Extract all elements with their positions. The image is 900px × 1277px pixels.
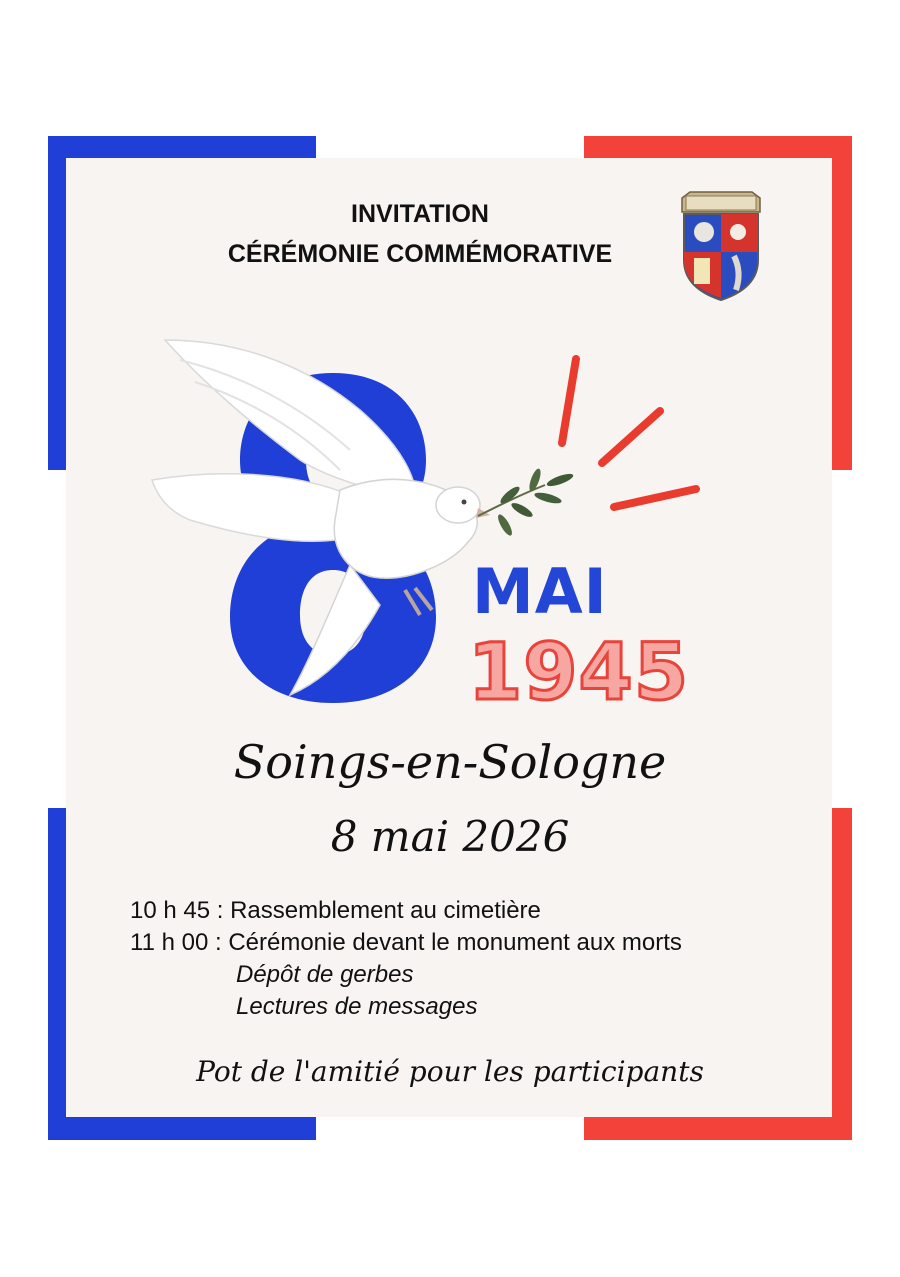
schedule-time: 10 h 45 : [130,897,224,924]
footer-note: Pot de l'amitié pour les participants [196,1055,704,1088]
schedule-detail: Dépôt de gerbes [236,961,414,988]
town-crest-icon [678,190,764,302]
frame-red-right-top [832,136,852,470]
frame-blue-left-top [48,136,66,470]
event-place: Soings-en-Sologne [233,735,667,789]
frame-red-bottom-right [584,1117,852,1140]
event-date: 8 mai 2026 [330,812,570,861]
year-label: 1945 [468,628,690,718]
ceremony-title: CÉRÉMONIE COMMÉMORATIVE [227,240,613,268]
schedule-detail: Lectures de messages [236,993,478,1020]
frame-red-top-right [584,136,852,158]
schedule-item [130,927,682,959]
schedule-time: 11 h 00 : [130,929,222,956]
frame-blue-top-left [48,136,316,158]
schedule-item [130,895,682,927]
schedule-list [130,895,682,1023]
schedule-text: Rassemblement au cimetière [230,897,541,924]
red-accent-rays-icon [550,355,720,525]
schedule-text: Cérémonie devant le monument aux morts [228,929,682,956]
month-label: MAI [472,555,608,628]
invitation-title: INVITATION [351,200,489,228]
frame-blue-bottom-left [48,1117,316,1140]
